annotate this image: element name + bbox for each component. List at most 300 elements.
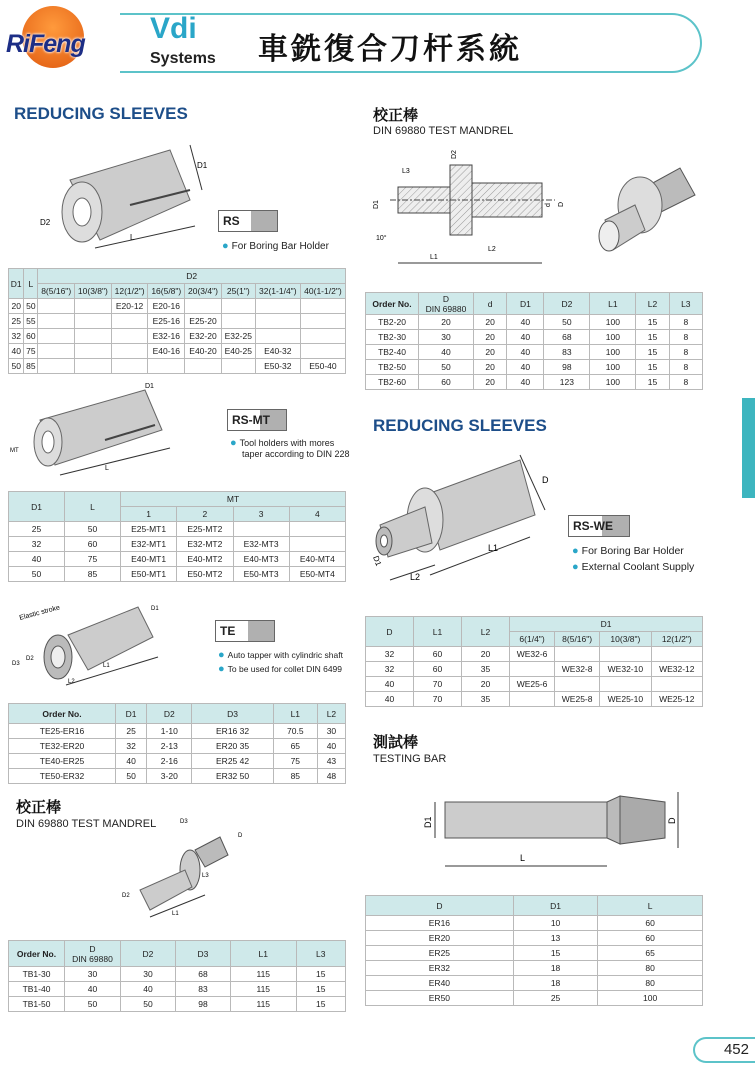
- rswe-cell: WE32-10: [600, 662, 651, 677]
- tb1-row: [9, 997, 346, 1012]
- rswe-cell: 35: [462, 662, 510, 677]
- tb2-cell: 15: [636, 375, 669, 390]
- tb2-cell: 123: [544, 375, 590, 390]
- tb1-th-d3: D3: [175, 941, 230, 967]
- tb2-cell: 30: [419, 330, 474, 345]
- tb2-th-d2: D2: [544, 293, 590, 315]
- tb2-th-l3: L3: [669, 293, 702, 315]
- rsmt-dim-d1: D1: [145, 383, 154, 390]
- rs-row: [9, 344, 346, 359]
- tb2-subtitle: DIN 69880 TEST MANDREL: [373, 125, 514, 137]
- testbar-cell: 80: [598, 961, 703, 976]
- tb1-cell: 30: [65, 967, 121, 982]
- te-cell: ER25 42: [192, 754, 273, 769]
- tb1-cell: 50: [65, 997, 121, 1012]
- te-cell: ER20 35: [192, 739, 273, 754]
- rswe-th-l1: L1: [414, 617, 462, 647]
- rs-cell: [221, 359, 255, 374]
- tb1-th-d: D: [89, 943, 96, 954]
- tb1-cell: 15: [296, 967, 345, 982]
- tb2-dim-l2: L2: [488, 246, 496, 253]
- rs-cell: [300, 299, 345, 314]
- tb2-th-d1: D1: [507, 293, 544, 315]
- tb1-dim-l3: L3: [202, 873, 209, 879]
- rswe-cell: 20: [462, 647, 510, 662]
- testbar-row: [366, 931, 703, 946]
- testbar-cell: ER16: [366, 916, 514, 931]
- rs-cell: [255, 314, 300, 329]
- te-cell: ER16 32: [192, 724, 273, 739]
- rsmt-cell: E40-MT1: [121, 552, 177, 567]
- tb2-cell: 40: [507, 345, 544, 360]
- tb1-dim-d: D: [238, 833, 243, 839]
- rsmt-cell: 50: [65, 522, 121, 537]
- rsmt-cell: E32-MT3: [233, 537, 289, 552]
- rs-cell: E40-25: [221, 344, 255, 359]
- te-cell: 2-13: [147, 739, 192, 754]
- te-cell: TE50-ER32: [9, 769, 116, 784]
- rswe-cell: WE25-8: [555, 692, 600, 707]
- testbar-subtitle: TESTING BAR: [373, 753, 447, 765]
- rs-cell: [38, 299, 75, 314]
- rsmt-th-sub: 4: [289, 507, 345, 522]
- rsmt-cell: [233, 522, 289, 537]
- rs-cell: [221, 299, 255, 314]
- rs-cell: [38, 344, 75, 359]
- tb2-cn-title: 校正棒: [373, 107, 419, 124]
- tb2-cell: 8: [669, 330, 702, 345]
- rswe-cell: [510, 692, 555, 707]
- rswe-row: [366, 692, 703, 707]
- testbar-cell: 80: [598, 976, 703, 991]
- tb2-cell: 40: [507, 360, 544, 375]
- rs-cell: [185, 299, 222, 314]
- rs-cell: 85: [24, 359, 38, 374]
- tb1-subtitle: DIN 69880 TEST MANDREL: [16, 818, 157, 830]
- rs-th-d1: D1: [9, 269, 24, 299]
- rswe-bullet-1-text: For Boring Bar Holder: [581, 545, 684, 557]
- testbar-cell: ER32: [366, 961, 514, 976]
- rsmt-cell: 75: [65, 552, 121, 567]
- te-bullet-2: ● To be used for collet DIN 6499: [218, 663, 342, 675]
- rswe-cell: [510, 662, 555, 677]
- rswe-cell: 32: [366, 647, 414, 662]
- rs-cell: [75, 329, 112, 344]
- te-cell: TE32-ER20: [9, 739, 116, 754]
- te-cell: 30: [317, 724, 345, 739]
- rsmt-cell: E25-MT2: [177, 522, 233, 537]
- rsmt-cell: E25-MT1: [121, 522, 177, 537]
- vdi-label: Vdi: [150, 12, 197, 45]
- rs-bullet: ● For Boring Bar Holder: [222, 240, 329, 252]
- te-cell: 70.5: [273, 724, 317, 739]
- rsmt-th-l: L: [65, 492, 121, 522]
- rs-cell: E25-16: [148, 314, 185, 329]
- tb2-cell: 8: [669, 375, 702, 390]
- rswe-cell: 70: [414, 677, 462, 692]
- tb2-cell: 15: [636, 315, 669, 330]
- te-diagram: [8, 595, 208, 695]
- tb1-dim-d3: D3: [180, 819, 188, 825]
- rswe-dim-d: D: [542, 475, 549, 485]
- rsmt-cell: E32-MT1: [121, 537, 177, 552]
- tb2-cell: 100: [590, 345, 636, 360]
- rswe-cell: WE32-8: [555, 662, 600, 677]
- rswe-tag: RS-WE: [568, 515, 630, 537]
- tb2-diagram: [370, 145, 570, 270]
- rs-th-sub: 25(1"): [221, 284, 255, 299]
- rswe-cell: 70: [414, 692, 462, 707]
- rs-cell: 50: [24, 299, 38, 314]
- rswe-cell: [600, 647, 651, 662]
- te-elastic-label: Elastic stroke: [18, 604, 61, 622]
- te-dim-l1: L1: [103, 663, 110, 669]
- rswe-row: [366, 677, 703, 692]
- rs-cell: [148, 359, 185, 374]
- rs-cell: [75, 314, 112, 329]
- rswe-cell: [600, 677, 651, 692]
- rs-th-sub: 12(1/2"): [111, 284, 148, 299]
- te-dim-d1: D1: [151, 606, 159, 612]
- te-cell: 43: [317, 754, 345, 769]
- rswe-cell: WE25-10: [600, 692, 651, 707]
- tb1-th-d2: D2: [121, 941, 176, 967]
- testbar-row: [366, 961, 703, 976]
- rs-cell: E20-16: [148, 299, 185, 314]
- testbar-th: L: [598, 896, 703, 916]
- tb2-th-l1: L1: [590, 293, 636, 315]
- rs-row: [9, 299, 346, 314]
- tb2-cell: 100: [590, 375, 636, 390]
- tb2-cell: TB2-50: [366, 360, 419, 375]
- rswe-diagram: [370, 445, 570, 585]
- tb2-cell: 20: [474, 330, 507, 345]
- tb2-cell: 40: [507, 330, 544, 345]
- rs-cell: E20-12: [111, 299, 148, 314]
- tb1-cell: 115: [230, 997, 296, 1012]
- tb2-cell: 8: [669, 315, 702, 330]
- rs-cell: E40-32: [255, 344, 300, 359]
- rswe-cell: 40: [366, 677, 414, 692]
- rs-cell: E25-20: [185, 314, 222, 329]
- tb2-th-d: D: [442, 293, 450, 304]
- tb2-cell: 8: [669, 345, 702, 360]
- testbar-row: [366, 991, 703, 1006]
- testbar-diagram: [420, 780, 690, 870]
- testbar-cell: 10: [513, 916, 598, 931]
- te-table: [8, 703, 346, 784]
- rs-row: [9, 329, 346, 344]
- tb2-cell: 40: [507, 375, 544, 390]
- tb1-th-din: DIN 69880: [72, 953, 113, 964]
- te-th: D2: [147, 704, 192, 724]
- rs-th-sub: 20(3/4"): [185, 284, 222, 299]
- rswe-dim-l1: L1: [488, 543, 499, 553]
- tb1-th-order: Order No.: [9, 941, 65, 967]
- tb2-row: [366, 375, 703, 390]
- rswe-th-sub: 6(1/4"): [510, 632, 555, 647]
- testbar-row: [366, 916, 703, 931]
- tb2-cell: 20: [474, 360, 507, 375]
- rswe-cell: 40: [366, 692, 414, 707]
- te-cell: 48: [317, 769, 345, 784]
- rs-bullet-text: For Boring Bar Holder: [231, 241, 329, 252]
- rs-cell: [38, 359, 75, 374]
- tb1-cell: 15: [296, 982, 345, 997]
- rs-th-sub: 32(1-1/4"): [255, 284, 300, 299]
- rsmt-row: [9, 567, 346, 582]
- rs-cell: 75: [24, 344, 38, 359]
- rs-cell: [75, 359, 112, 374]
- rsmt-bullet-line2: taper according to DIN 228: [242, 449, 350, 459]
- tb2-cell: 20: [474, 315, 507, 330]
- rsmt-cell: E40-MT3: [233, 552, 289, 567]
- rs-dim-d1: D1: [197, 161, 208, 170]
- rswe-th-l2: L2: [462, 617, 510, 647]
- page-number: 452: [693, 1037, 755, 1063]
- rs-cell: E32-20: [185, 329, 222, 344]
- te-bullet-1-text: Auto tapper with cylindric shaft: [227, 650, 343, 660]
- rswe-th-sub: 10(3/8"): [600, 632, 651, 647]
- tb2-cell: 100: [590, 360, 636, 375]
- tb2-th-din: DIN 69880: [425, 303, 467, 314]
- rswe-cell: 32: [366, 662, 414, 677]
- te-cell: 85: [273, 769, 317, 784]
- rsmt-row: [9, 552, 346, 567]
- testbar-cell: 60: [598, 931, 703, 946]
- tb2-table: [365, 292, 703, 390]
- rswe-th-sub: 12(1/2"): [651, 632, 702, 647]
- tb2-photo: [585, 160, 705, 260]
- rsmt-cell: 50: [9, 567, 65, 582]
- rs-cell: 32: [9, 329, 24, 344]
- te-row: [9, 769, 346, 784]
- rs-cell: 50: [9, 359, 24, 374]
- te-th: D1: [115, 704, 146, 724]
- te-cell: 1-10: [147, 724, 192, 739]
- tb1-cell: 68: [175, 967, 230, 982]
- rswe-bullet-2-text: External Coolant Supply: [581, 561, 695, 573]
- tb2-cell: 100: [590, 330, 636, 345]
- tb1-row: [9, 982, 346, 997]
- rswe-cell: WE32-12: [651, 662, 702, 677]
- rsmt-cell: E40-MT2: [177, 552, 233, 567]
- rs-cell: [255, 329, 300, 344]
- rsmt-cell: E32-MT2: [177, 537, 233, 552]
- rswe-cell: WE25-6: [510, 677, 555, 692]
- te-th: D3: [192, 704, 273, 724]
- te-dim-l2: L2: [68, 679, 75, 685]
- rs-cell: 25: [9, 314, 24, 329]
- tb2-row: [366, 360, 703, 375]
- testbar-cn-title: 測試棒: [373, 734, 419, 751]
- rsmt-row: [9, 537, 346, 552]
- tb2-cell: 40: [419, 345, 474, 360]
- side-tab[interactable]: [742, 398, 755, 498]
- rs-cell: 20: [9, 299, 24, 314]
- rsmt-cell: E50-MT2: [177, 567, 233, 582]
- tb2-cell: 15: [636, 330, 669, 345]
- tb1-cell: 30: [121, 967, 176, 982]
- rs-cell: E40-16: [148, 344, 185, 359]
- tb2-cell: 50: [419, 360, 474, 375]
- rswe-bullet-2: ● External Coolant Supply: [572, 561, 695, 573]
- rswe-th-d: D: [366, 617, 414, 647]
- rsmt-th-d1: D1: [9, 492, 65, 522]
- rs-section-title: REDUCING SLEEVES: [14, 104, 188, 123]
- tb2-cell: 60: [419, 375, 474, 390]
- testbar-cell: 65: [598, 946, 703, 961]
- rs-th-sub: 8(5/16"): [38, 284, 75, 299]
- rs-cell: [185, 359, 222, 374]
- systems-label: Systems: [150, 50, 216, 67]
- tb1-cell: 98: [175, 997, 230, 1012]
- tb2-cell: 20: [474, 345, 507, 360]
- tb2-dim-small-d: d: [545, 203, 552, 207]
- tb2-th-l2: L2: [636, 293, 669, 315]
- rswe-dim-l2: L2: [410, 572, 421, 582]
- rs-cell: 60: [24, 329, 38, 344]
- rs-cell: [38, 314, 75, 329]
- rswe-th-d1: D1: [510, 617, 703, 632]
- testbar-cell: ER25: [366, 946, 514, 961]
- tb1-dim-d2: D2: [122, 893, 130, 899]
- rs-cell: [255, 299, 300, 314]
- rsmt-cell: E50-MT4: [289, 567, 345, 582]
- testbar-th: D: [366, 896, 514, 916]
- rsmt-th-sub: 1: [121, 507, 177, 522]
- rswe-cell: 60: [414, 647, 462, 662]
- rswe-cell: 60: [414, 662, 462, 677]
- testbar-cell: 18: [513, 976, 598, 991]
- te-tag: TE: [215, 620, 275, 642]
- tb2-cell: 8: [669, 360, 702, 375]
- rswe-cell: WE25-12: [651, 692, 702, 707]
- rs-cell: E50-40: [300, 359, 345, 374]
- tb2-cell: TB2-20: [366, 315, 419, 330]
- te-cell: 65: [273, 739, 317, 754]
- rswe-cell: WE32-6: [510, 647, 555, 662]
- rswe-section-title: REDUCING SLEEVES: [373, 416, 547, 435]
- rsmt-cell: [289, 522, 345, 537]
- testbar-cell: 13: [513, 931, 598, 946]
- rs-cell: E40-20: [185, 344, 222, 359]
- rs-cell: E50-32: [255, 359, 300, 374]
- rswe-cell: [555, 647, 600, 662]
- te-th: L1: [273, 704, 317, 724]
- rsmt-cell: E50-MT3: [233, 567, 289, 582]
- tb1-cell: TB1-40: [9, 982, 65, 997]
- rs-cell: E32-16: [148, 329, 185, 344]
- rswe-cell: [555, 677, 600, 692]
- rs-cell: [38, 329, 75, 344]
- rsmt-th-sub: 3: [233, 507, 289, 522]
- rswe-table: [365, 616, 703, 707]
- te-cell: TE40-ER25: [9, 754, 116, 769]
- rs-th-l: L: [24, 269, 38, 299]
- rs-th-sub: 16(5/8"): [148, 284, 185, 299]
- brand-logo: RiFeng: [6, 30, 85, 58]
- rsmt-th-mt: MT: [121, 492, 346, 507]
- rs-cell: [75, 299, 112, 314]
- rswe-cell: 20: [462, 677, 510, 692]
- rs-table: [8, 268, 346, 374]
- te-row: [9, 724, 346, 739]
- rs-cell: [221, 314, 255, 329]
- tb2-dim-d2: D2: [451, 150, 458, 159]
- tb2-cell: 50: [544, 315, 590, 330]
- rsmt-tag: RS-MT: [227, 409, 287, 431]
- rsmt-th-sub: 2: [177, 507, 233, 522]
- rs-cell: [111, 359, 148, 374]
- tb1-cell: 40: [65, 982, 121, 997]
- rsmt-dim-l: L: [105, 465, 109, 472]
- tb2-dim-d1: D1: [373, 200, 380, 209]
- rsmt-table: [8, 491, 346, 582]
- tb1-th-l1: L1: [230, 941, 296, 967]
- te-cell: ER32 50: [192, 769, 273, 784]
- rswe-cell: [651, 647, 702, 662]
- tb1-cell: 83: [175, 982, 230, 997]
- te-cell: 50: [115, 769, 146, 784]
- testbar-table: [365, 895, 703, 1006]
- te-cell: 2-16: [147, 754, 192, 769]
- testbar-cell: 60: [598, 916, 703, 931]
- tb1-cell: 115: [230, 967, 296, 982]
- tb2-cell: 40: [507, 315, 544, 330]
- te-cell: 25: [115, 724, 146, 739]
- rswe-row: [366, 662, 703, 677]
- tb2-dim-angle: 10°: [376, 235, 387, 242]
- testbar-cell: 18: [513, 961, 598, 976]
- rswe-cell: [651, 677, 702, 692]
- tb1-cn-title: 校正棒: [16, 799, 62, 816]
- rsmt-cell: [289, 537, 345, 552]
- rs-th-d2: D2: [38, 269, 346, 284]
- te-cell: 32: [115, 739, 146, 754]
- rsmt-bullet: ● Tool holders with mores: [230, 437, 335, 449]
- te-cell: 3-20: [147, 769, 192, 784]
- te-cell: 75: [273, 754, 317, 769]
- rsmt-dim-mt: MT: [10, 448, 19, 454]
- testbar-cell: ER50: [366, 991, 514, 1006]
- rs-th-sub: 40(1-1/2"): [300, 284, 345, 299]
- rs-cell: 55: [24, 314, 38, 329]
- rswe-row: [366, 647, 703, 662]
- tb1-cell: 50: [121, 997, 176, 1012]
- rswe-th-sub: 8(5/16"): [555, 632, 600, 647]
- te-cell: 40: [115, 754, 146, 769]
- rs-cell: [111, 329, 148, 344]
- testbar-cell: 100: [598, 991, 703, 1006]
- testbar-dim-d1: D1: [423, 816, 433, 828]
- tb1-diagram: [110, 815, 260, 925]
- rs-cell: 40: [9, 344, 24, 359]
- rsmt-row: [9, 522, 346, 537]
- tb2-cell: TB2-30: [366, 330, 419, 345]
- tb2-cell: 68: [544, 330, 590, 345]
- testbar-dim-l: L: [520, 853, 526, 863]
- tb2-cell: 15: [636, 345, 669, 360]
- tb1-row: [9, 967, 346, 982]
- tb1-cell: 40: [121, 982, 176, 997]
- rs-cell: [75, 344, 112, 359]
- tb2-dim-d: D: [558, 201, 565, 207]
- te-th: Order No.: [9, 704, 116, 724]
- tb2-cell: 15: [636, 360, 669, 375]
- rs-cell: [300, 344, 345, 359]
- tb1-cell: TB1-50: [9, 997, 65, 1012]
